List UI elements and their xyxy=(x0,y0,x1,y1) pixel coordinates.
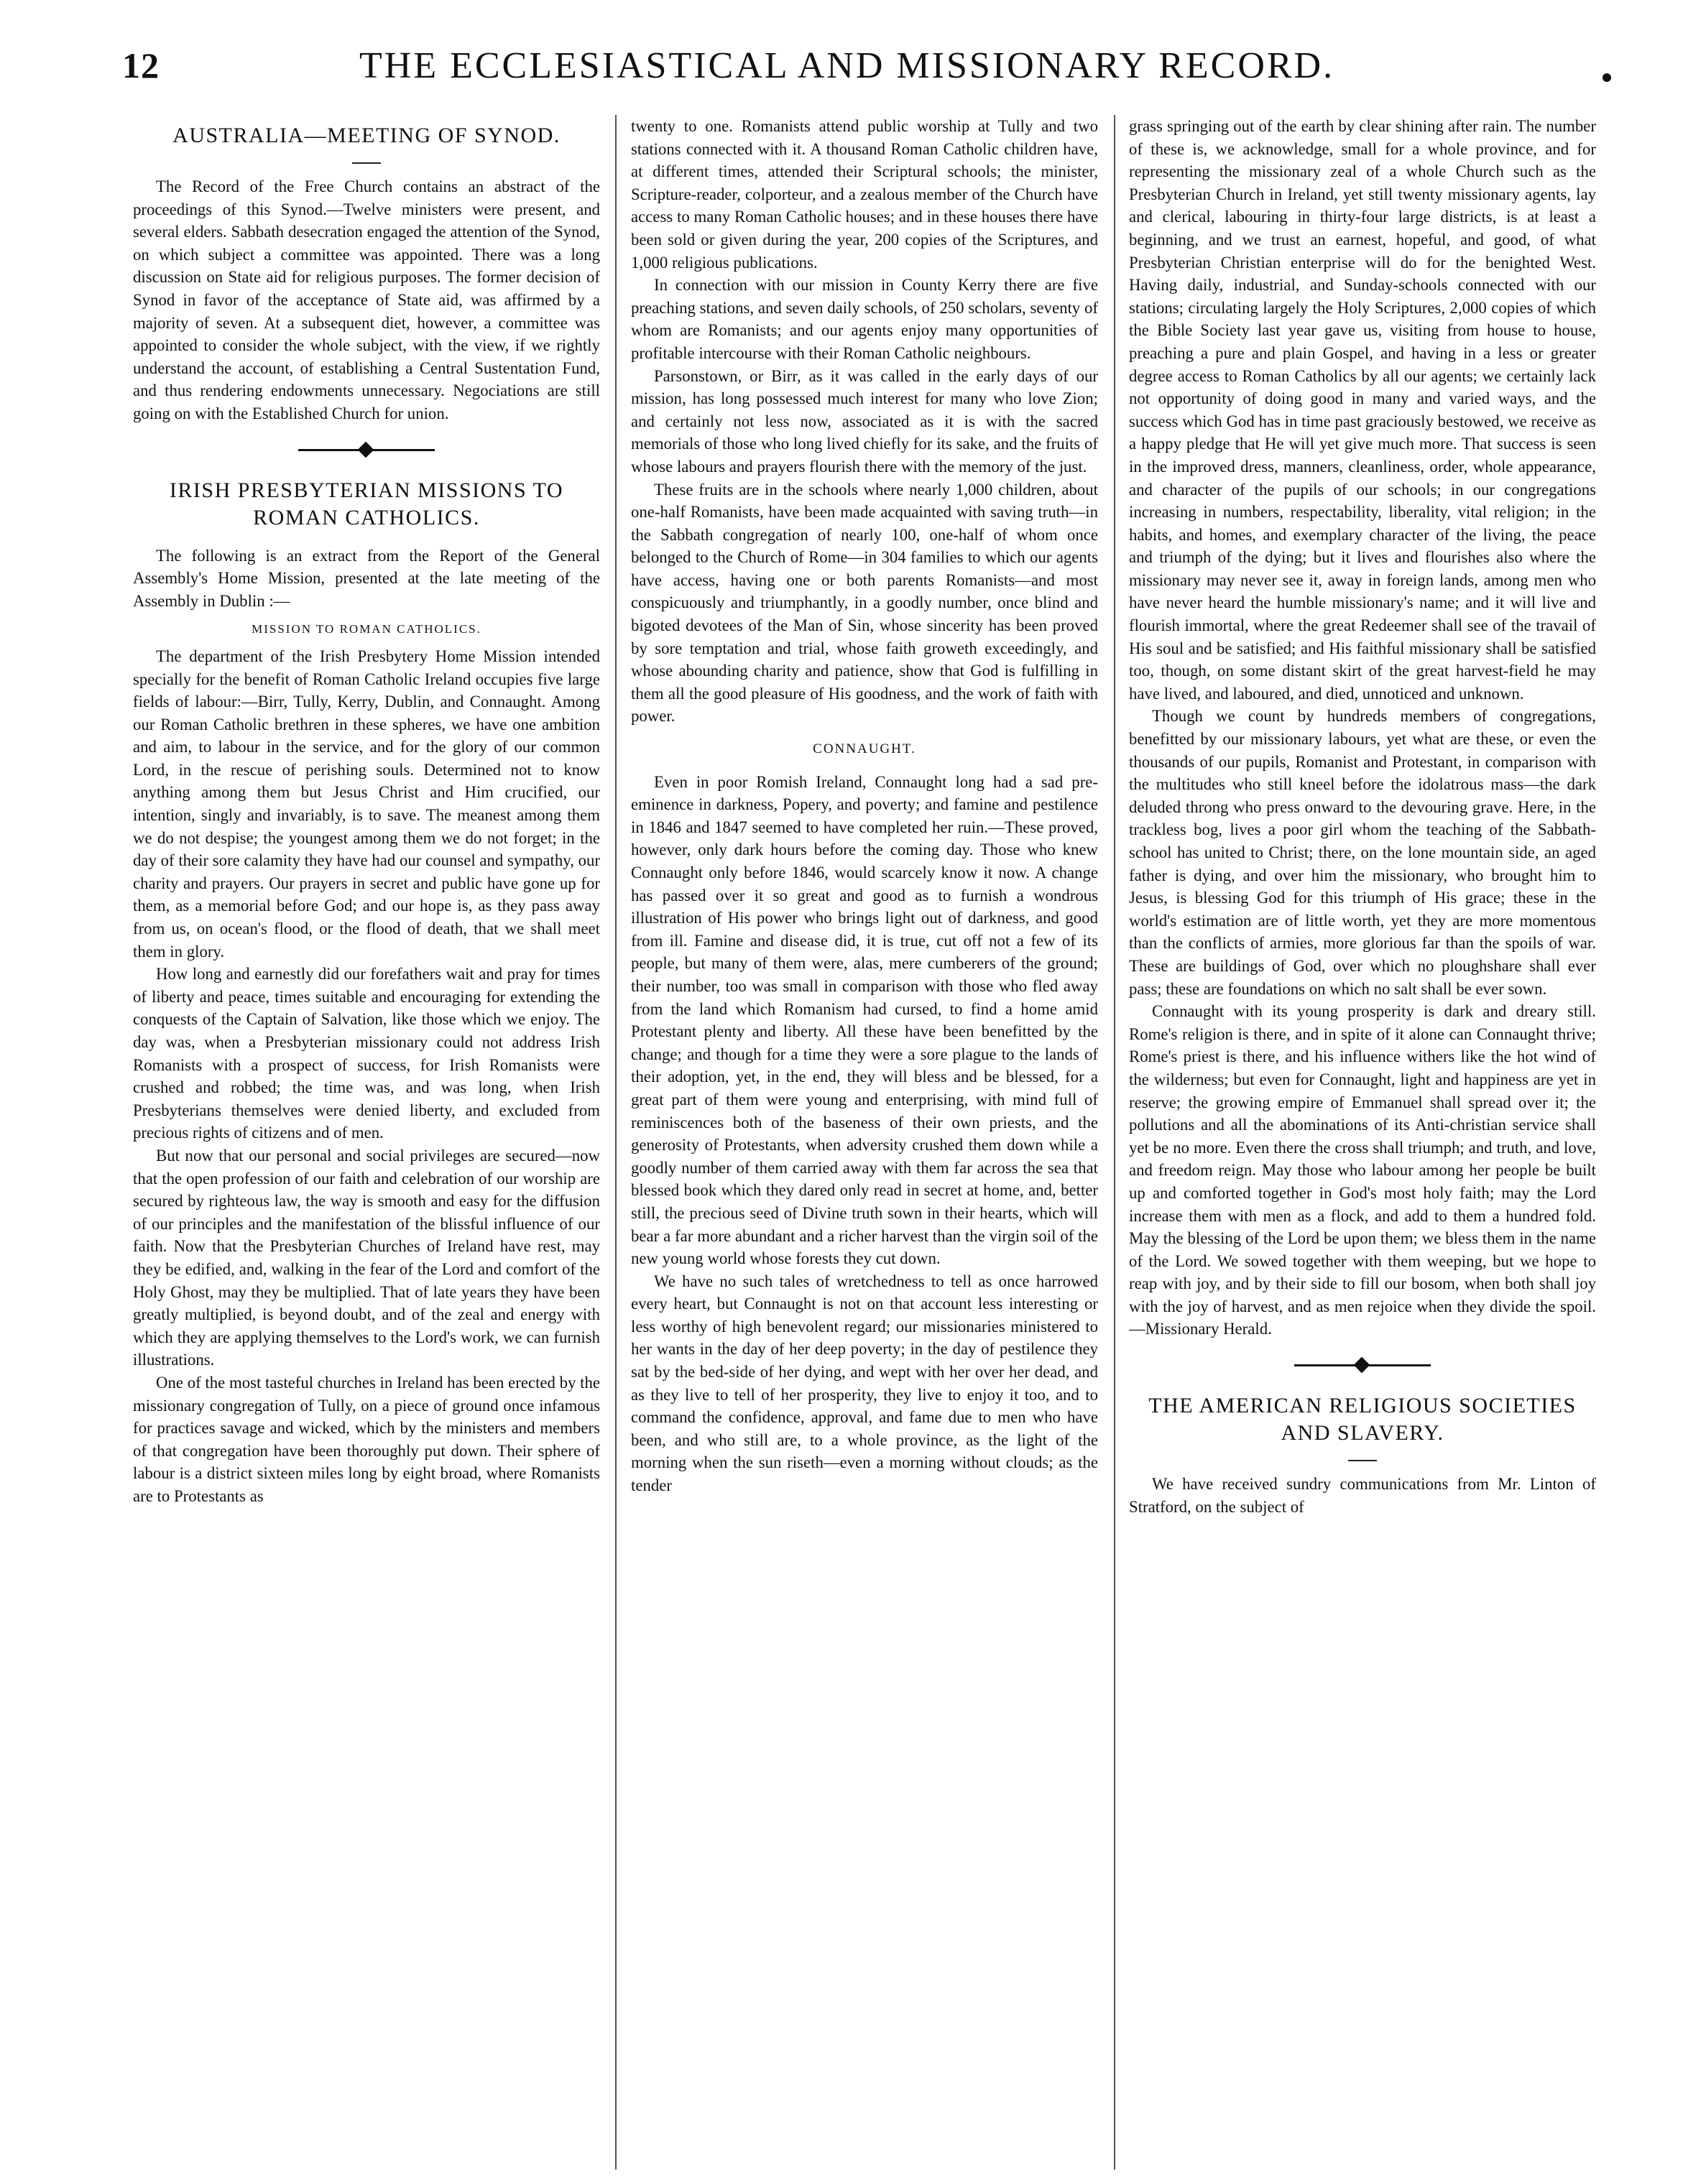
irish-missions-heading: IRISH PRESBYTERIAN MISSIONS TO ROMAN CATHOLICS. xyxy=(169,478,564,529)
page-header xyxy=(108,45,1653,95)
irish-intro-paragraph: The following is an extract from the Report of the General Assembly's Home Mission, presented at the late meeting of the Assembly in Dublin :— xyxy=(133,546,600,610)
section-ornament xyxy=(298,444,435,455)
irish-paragraph-2: How long and earnestly did our forefathers wait and pray for times of liberty and peace, times suitable and encouraging for extending the conquests of the Captain of Salvation, like those which we enjoy. The day was, when a Presbyterian missionary could not address Irish Romanists with a prospect of success, for Irish Romanists were crushed and robbed; the time was, and was long, when Irish Presbyterians themselves were denied liberty, and excluded from precious rights of citizens and of men. xyxy=(133,965,600,1142)
page-number: 12 xyxy=(122,45,160,85)
australia-heading: AUSTRALIA—MEETING OF SYNOD. xyxy=(172,124,561,147)
ink-dot xyxy=(1603,73,1611,82)
heading-rule-2 xyxy=(1348,1460,1377,1461)
column-rule-1 xyxy=(615,115,617,2170)
heading-rule xyxy=(352,162,381,164)
page-title: THE ECCLESIASTICAL AND MISSIONARY RECORD. xyxy=(359,45,1335,86)
irish-paragraph-1: The department of the Irish Presbytery Home Mission intended specially for the benefit of Roman Catholic Ireland occupies five large fields of labour:—Birr, Tully, Kerry, Dublin, and Connaught. Among our Roman Catholic brethren in these spheres, we have one ambition and aim, to labour in the service, and for the glory of our common Lord, in the rescue of perishing souls. Determined not to know anything among them but Jesus Christ and Him crucified, our intention, singly and invariably, is to save. The meanest among them we do not despise; the youngest among them we do not forget; in the day of their sore calamity they have had our counsel and sympathy, our charity and prayers. Our prayers in secret and public have gone up for them, as a memorial before God; and our hope is, as they pass away from us, on ocean's flood, or the flood of death, that we shall meet them in glory. xyxy=(133,647,600,961)
col3-paragraph-3: Connaught with its young prosperity is dark and dreary still. Rome's religion is there, and in spite of it alone can Connaught thrive; Rome's priest is there, and his influence withers like the hot wind of the wilderness; but even for Connaught, light and happiness are yet in reserve; the growing empire of Emmanuel shall spread over it; the pollutions and all the abominations of its Anti-christian service shall yet be no more. Even there the cross shall triumph; and truth, and love, and freedom reign. May those who labour among her people be built up and comforted together in God's most holy faith; may the Lord increase them with men as a flock, and add to them a hundred fold. May the blessing of the Lord be upon them; we bless them in the name of the Lord. We sowed together with them weeping, but we hope to reap with joy, and by their side to fill our bosom, when both shall joy with the joy of harvest, and as men rejoice when they divide the spoil.—Missionary Herald. xyxy=(1129,1002,1596,1338)
american-societies-heading: THE AMERICAN RELIGIOUS SOCIETIES AND SLAVERY. xyxy=(1148,1394,1577,1445)
mission-subhead: MISSION TO ROMAN CATHOLICS. xyxy=(252,622,481,637)
column-2 xyxy=(631,115,1098,2170)
australia-paragraph: The Record of the Free Church contains an abstract of the proceedings of this Synod.—Twelve ministers were present, and several elders. Sabbath desecration engaged the attention of the Synod, on which subject a committee was appointed. There was a long discussion on State aid for religious purposes. The former decision of Synod in favor of the acceptance of State aid, was affirmed by a majority of seven. At a subsequent diet, however, a committee was appointed to consider the whole subject, with the view, if we rightly understand the account, of establishing a Central Sustentation Fund, and thus rendering endowments unnecessary. Negociations are still going on with the Established Church for union. xyxy=(133,177,600,422)
irish-paragraph-3: But now that our personal and social privileges are secured—now that the open profession of our faith and celebration of our worship are secured by righteous law, the way is smooth and easy for the diffusion of our principles and the manifestation of the blissful influence of our faith. Now that the Presbyterian Churches of Ireland have rest, may they be edified, and, walking in the fear of the Lord and comfort of the Holy Ghost, may they be multiplied. That of late years they have been greatly multiplied, is beyond doubt, and of the zeal and energy with which they are applying themselves to the Lord's work, we can furnish illustrations. xyxy=(133,1146,600,1369)
col2-paragraph-1: twenty to one. Romanists attend public worship at Tully and two stations connected with it. A thousand Roman Catholic children have, at different times, attended their Scriptural schools; the minister, Scripture-reader, colporteur, and a zealous member of the Church have access to many Roman Catholic houses; and in these houses there have been sold or given during the year, 200 copies of the Scriptures, and 1,000 religious publications. xyxy=(631,117,1098,272)
col2-paragraph-6: We have no such tales of wretchedness to tell as once harrowed every heart, but Connaught is not on that account less interesting or less worthy of high benevolent regard; our missionaries ministered to her wants in the day of her deep poverty; in the day of pestilence they sat by the bed-side of her dying, and wept with her over her dead, and as they live to tell of her prosperity, they live to enjoy it too, and to command the confidence, approval, and fame due to men who have been, and who still are, to a whole province, as the light of the morning when the sun riseth—even a morning without clouds; as the tender xyxy=(631,1272,1098,1495)
col2-paragraph-3: Parsonstown, or Birr, as it was called in the early days of our mission, has long possessed much interest for many who love Zion; and certainly not less now, associated as it is with the sacred memorials of those who long lived chiefly for its sake, and the fruits of whose labours and prayers flourish there with the memory of the just. xyxy=(631,366,1098,476)
col3-paragraph-1: grass springing out of the earth by clear shining after rain. The number of these is, we acknowledge, small for a whole province, and for representing the missionary zeal of a whole Church such as the Presbyterian Church in Ireland, yet still twenty missionary agents, lay and clerical, labouring in thirty-four large districts, is at least a beginning, and we trust an earnest, hopeful, and good, of what Presbyterian Christian enterprise will do for the benighted West. Having daily, industrial, and Sunday-schools connected with our stations; circulating largely the Holy Scriptures, 2,000 copies of which the Bible Society last year gave us, visiting from house to house, preaching a pure and plain Gospel, and having in a less or greater degree access to Roman Catholics by all our agents; we certainly lack not opportunity of doing good in many and varied ways, and the success which God has in time past graciously bestowed, we receive as a happy pledge that He will yet give much more. That success is seen in the improved dress, manners, cleanliness, order, whole appearance, and character of the pupils of our schools; in our congregations increasing in numbers, respectability, liberality, vital religion; in the habits, and homes, and exemplary character of the living, the peace and triumph of the dying; but it lives and flourishes also where the missionary may never see it, away in foreign lands, among men who have never heard the humble missionary's name; and it will live and flourish immortal, where the great Redeemer shall see of the travail of His soul and be satisfied; and His faithful missionary shall be satisfied too, though, on some distant skirt of the great harvest-field he may have lived, and laboured, and died, unnoticed and unknown. xyxy=(1129,117,1596,703)
col3-paragraph-2: Though we count by hundreds members of congregations, benefitted by our missionary labours, yet what are these, or even the thousands of our pupils, Romanist and Protestant, in comparison with the multitudes who still kneel before the idolatrous mass—the dark deluded throng who press onward to the devouring grave. Here, in the trackless bog, lives a poor girl whom the teaching of the Sabbath-school has united to Christ; there, on the lone mountain side, an aged father is dying, and over him the missionary, who brought him to Jesus, is blessing God for this triumph of His grace; these in the world's estimation are of little worth, yet they are more momentous than the conflicts of armies, more glorious far than the spoils of war. These are buildings of God, over which no ploughshare shall ever pass; these are foundations on which no salt shall be ever sown. xyxy=(1129,707,1596,998)
col2-paragraph-5: Even in poor Romish Ireland, Connaught long had a sad pre-eminence in darkness, Popery, and poverty; and famine and pestilence in 1846 and 1847 seemed to have completed her ruin.—These proved, however, only dark hours before the coming day. Those who knew Connaught only before 1846, would scarcely know it now. A change has passed over it so great and good as to furnish a wondrous illustration of His power who brings light out of darkness, and good from ill. Famine and disease did, it is true, cut off not a few of its people, but many of them were, alas, mere cumberers of the ground; their number, too was small in comparison with those who fled away from the land which Romanism had cursed, to find a home amid Protestant plenty and liberty. All these have been benefitted by the change; and though for a time they were a sore plague to the lands of their adoption, yet, in the end, they will bless and be blessed, for a great part of them were young and enterprising, with mind full of reminiscences both of the baseness of their own priests, and the generosity of Protestants, when adversity crushed them down while a goodly number of them carried away with them far across the sea that blessed book which they dared only read in secret at home, and, better still, the precious seed of Divine truth sown in their hearts, which will bear a far more abundant and a richer harvest than the virgin soil of the new young world whose forests they cut down. xyxy=(631,772,1098,1268)
column-1 xyxy=(133,115,600,2170)
col2-paragraph-2: In connection with our mission in County Kerry there are five preaching stations, and seven daily schools, of 250 scholars, seventy of whom are Romanists; and our agents enjoy many opportunities of profitable intercourse with their Roman Catholic neighbours. xyxy=(631,276,1098,362)
column-rule-2 xyxy=(1114,115,1115,2170)
irish-paragraph-4: One of the most tasteful churches in Ireland has been erected by the missionary congregation of Tully, on a piece of ground once infamous for practices savage and wicked, which by the ministers and members of that congregation have been thoroughly put down. Their sphere of labour is a district sixteen miles long by eight broad, where Romanists are to Protestants as xyxy=(133,1373,600,1505)
col2-paragraph-4: These fruits are in the schools where nearly 1,000 children, about one-half Romanists, have been made acquainted with saving truth—in the Sabbath congregation of nearly 100, one-half of whom once belonged to the Church of Rome—in 304 families to which our agents have access, having one or both parents Romanists—and most conspicuously and triumphantly, in a goodly number, once blind and bigoted devotees of the Man of Sin, whose sincerity has been proved by sore temptation and trial, whose faith groweth exceedingly, and whose abounding charity and patience, show that God is fulfilling in them all the good pleasure of His goodness, and the work of faith with power. xyxy=(631,480,1098,726)
section-ornament-2 xyxy=(1294,1359,1431,1371)
american-paragraph-1: We have received sundry communications from Mr. Linton of Stratford, on the subject of xyxy=(1129,1475,1596,1516)
column-3 xyxy=(1129,115,1596,2170)
connaught-subhead: CONNAUGHT. xyxy=(813,741,916,757)
